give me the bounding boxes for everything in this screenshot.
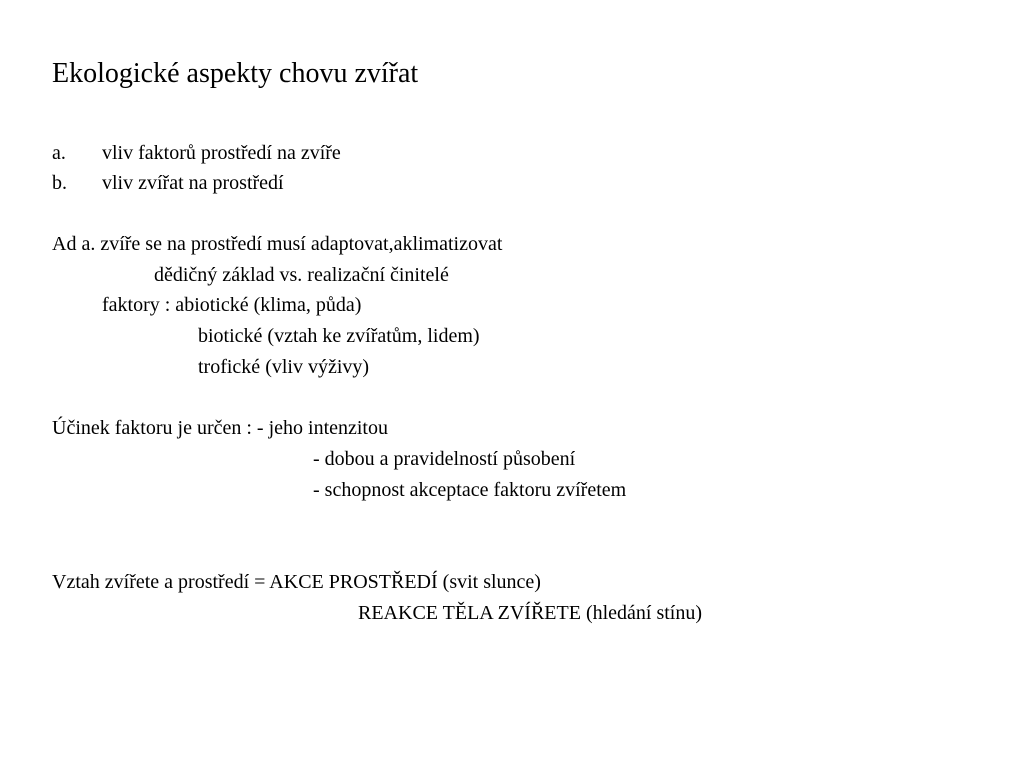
effect-line-3: - schopnost akceptace faktoru zvířetem: [313, 479, 627, 501]
ad-line-1: Ad a. zvíře se na prostředí musí adaptovat,aklimatizovat: [52, 233, 503, 255]
ad-line-2: dědičný základ vs. realizační činitelé: [154, 264, 449, 286]
list-item-text: vliv zvířat na prostředí: [102, 172, 284, 194]
factors-label: faktory : abiotické (klima, půda): [102, 294, 362, 316]
list-marker: a.: [52, 142, 66, 164]
list-item: [52, 170, 284, 196]
list-item: [52, 140, 341, 166]
list-marker: b.: [52, 172, 67, 194]
effect-line-2: - dobou a pravidelností působení: [313, 448, 576, 470]
relation-line-1: Vztah zvířete a prostředí = AKCE PROSTŘEDÍ (svit slunce): [52, 571, 541, 593]
factor-biotic: biotické (vztah ke zvířatům, lidem): [198, 325, 480, 347]
factor-trophic: trofické (vliv výživy): [198, 356, 370, 378]
relation-line-2: REAKCE TĚLA ZVÍŘETE (hledání stínu): [358, 602, 703, 624]
slide-title: Ekologické aspekty chovu zvířat: [52, 58, 419, 89]
list-item-text: vliv faktorů prostředí na zvíře: [102, 142, 341, 164]
effect-line-1: Účinek faktoru je určen : - jeho intenzitou: [52, 417, 388, 439]
